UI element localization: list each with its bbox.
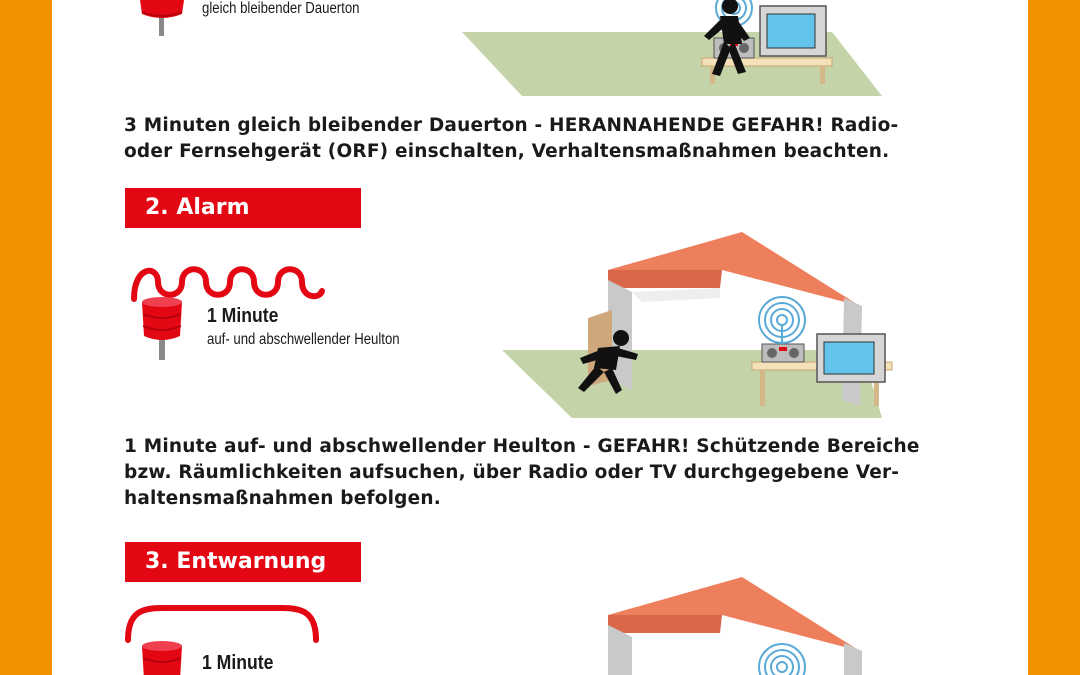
description-line: oder Fernsehgerät (ORF) einschalten, Verhaltensmaßnahmen beachten.	[124, 141, 890, 162]
siren-icon	[132, 0, 192, 40]
siren-icon	[132, 296, 192, 366]
description-line: bzw. Räumlichkeiten aufsuchen, über Radio oder TV durchgegebene Ver-	[124, 462, 900, 483]
duration-label-2: 1 Minute	[207, 305, 279, 327]
description-line: 3 Minuten gleich bleibender Dauerton - HERANNAHENDE GEFAHR! Radio-	[124, 115, 899, 136]
tv-icon	[817, 334, 885, 382]
siren-caption-1: gleich bleibender Dauerton	[202, 0, 360, 17]
house-icon	[592, 575, 912, 675]
antenna-icon	[759, 297, 805, 344]
siren-caption-2: auf- und abschwellender Heulton	[207, 331, 400, 348]
siren-icon	[132, 640, 192, 675]
description-line: haltensmaßnahmen befolgen.	[124, 488, 441, 509]
antenna-icon	[759, 644, 805, 675]
signal-steady-icon	[122, 600, 322, 645]
section-title-entwarnung: 3. Entwarnung	[125, 542, 361, 582]
radio-icon	[762, 344, 804, 362]
tv-icon	[760, 6, 826, 56]
section1-description	[124, 113, 898, 165]
house-icon	[472, 230, 912, 425]
description-line: 1 Minute auf- und abschwellender Heulton - GEFAHR! Schützende Bereiche	[124, 436, 920, 457]
scene-listening	[452, 0, 892, 100]
section2-description	[124, 434, 920, 512]
infographic-page	[52, 0, 1028, 675]
duration-label-3: 1 Minute	[202, 652, 274, 674]
section-title-alarm: 2. Alarm	[125, 188, 361, 228]
